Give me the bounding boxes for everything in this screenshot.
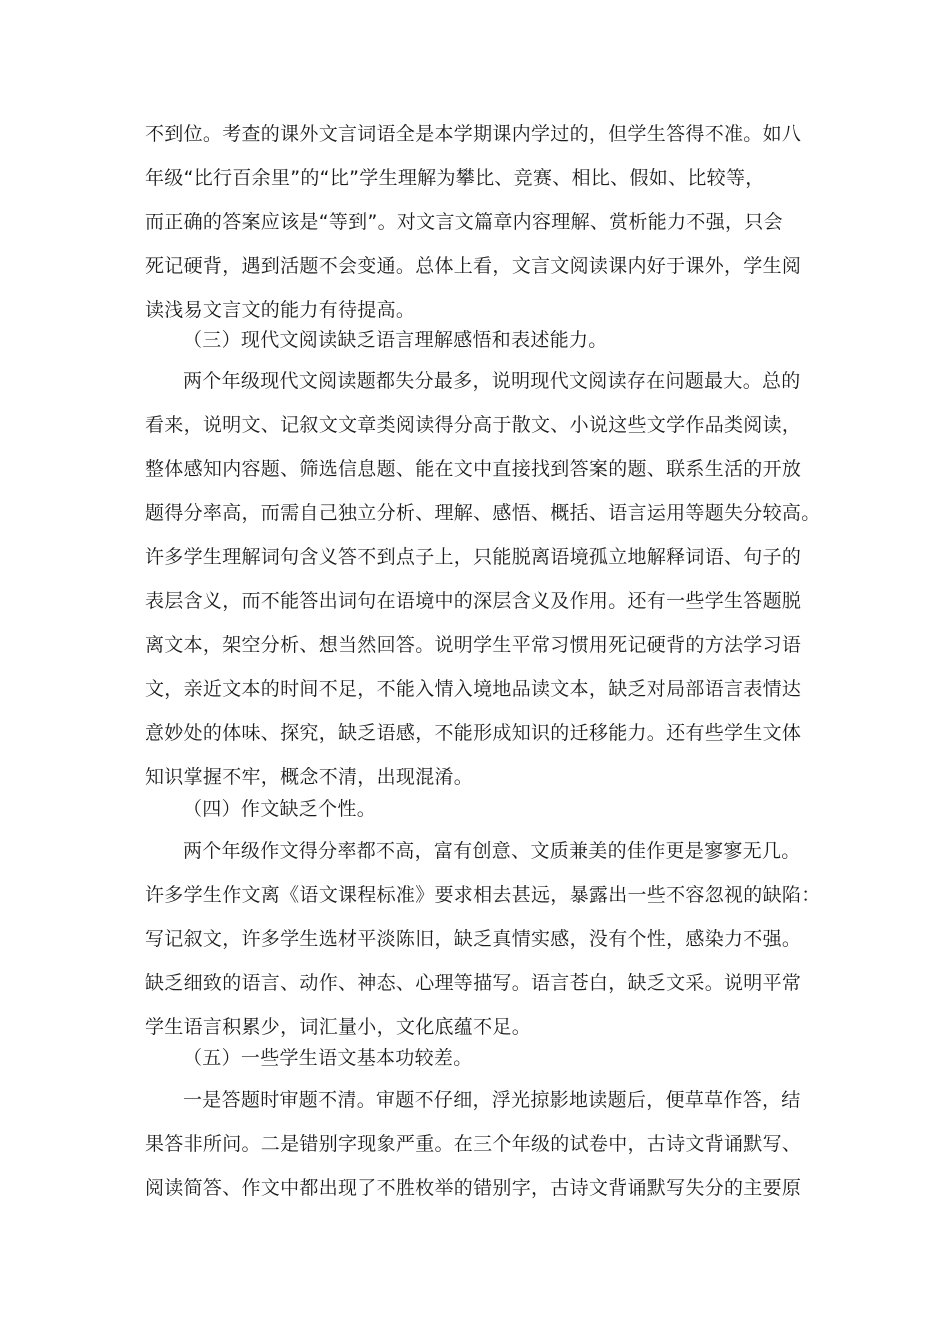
text-line: 知识掌握不牢，概念不清，出现混淆。 bbox=[145, 766, 474, 788]
text-line: 许多学生作文离《语文课程标准》要求相去甚远，暴露出一些不容忽视的缺陷： bbox=[145, 884, 821, 906]
text-line: 学生语言积累少，词汇量小，文化底蕴不足。 bbox=[145, 1016, 532, 1038]
section-heading-4: （四）作文缺乏个性。 bbox=[183, 798, 377, 820]
section-heading-3: （三）现代文阅读缺乏语言理解感悟和表述能力。 bbox=[183, 329, 608, 351]
section-heading-5: （五）一些学生语文基本功较差。 bbox=[183, 1047, 473, 1069]
text-line: 两个年级现代文阅读题都失分最多，说明现代文阅读存在问题最大。总的 bbox=[183, 370, 801, 392]
text-line: 缺乏细致的语言、动作、神态、心理等描写。语言苍白，缺乏文采。说明平常 bbox=[145, 972, 802, 994]
text-line: 而正确的答案应该是“等到”。对文言文篇章内容理解、赏析能力不强，只会 bbox=[145, 211, 783, 233]
text-line: 文，亲近文本的时间不足，不能入情入境地品读文本，缺乏对局部语言表情达 bbox=[145, 678, 802, 700]
text-line: 写记叙文，许多学生选材平淡陈旧，缺乏真情实感，没有个性，感染力不强。 bbox=[145, 928, 802, 950]
text-line: 离文本，架空分析、想当然回答。说明学生平常习惯用死记硬背的方法学习语 bbox=[145, 634, 802, 656]
text-line: 题得分率高，而需自己独立分析、理解、感悟、概括、语言运用等题失分较高。 bbox=[145, 502, 821, 524]
text-line: 一是答题时审题不清。审题不仔细，浮光掠影地读题后，便草草作答，结 bbox=[183, 1089, 801, 1111]
text-line: 不到位。考查的课外文言词语全是本学期课内学过的，但学生答得不准。如八 bbox=[145, 123, 802, 145]
text-line: 意妙处的体味、探究，缺乏语感，不能形成知识的迁移能力。还有些学生文体 bbox=[145, 722, 802, 744]
text-line: 读浅易文言文的能力有待提高。 bbox=[145, 299, 416, 321]
text-line: 年级“比行百余里”的“比”学生理解为攀比、竞赛、相比、假如、比较等， bbox=[145, 167, 765, 189]
text-line: 两个年级作文得分率都不高，富有创意、文质兼美的佳作更是寥寥无几。 bbox=[183, 840, 801, 862]
text-line: 许多学生理解词句含义答不到点子上，只能脱离语境孤立地解释词语、句子的 bbox=[145, 546, 802, 568]
text-line: 果答非所问。二是错别字现象严重。在三个年级的试卷中，古诗文背诵默写、 bbox=[145, 1133, 802, 1155]
text-line: 表层含义，而不能答出词句在语境中的深层含义及作用。还有一些学生答题脱 bbox=[145, 590, 802, 612]
text-line: 死记硬背，遇到活题不会变通。总体上看，文言文阅读课内好于课外，学生阅 bbox=[145, 255, 802, 277]
text-line: 看来，说明文、记叙文文章类阅读得分高于散文、小说这些文学作品类阅读， bbox=[145, 414, 802, 436]
text-line: 阅读简答、作文中都出现了不胜枚举的错别字，古诗文背诵默写失分的主要原 bbox=[145, 1177, 802, 1199]
text-line: 整体感知内容题、筛选信息题、能在文中直接找到答案的题、联系生活的开放 bbox=[145, 458, 802, 480]
